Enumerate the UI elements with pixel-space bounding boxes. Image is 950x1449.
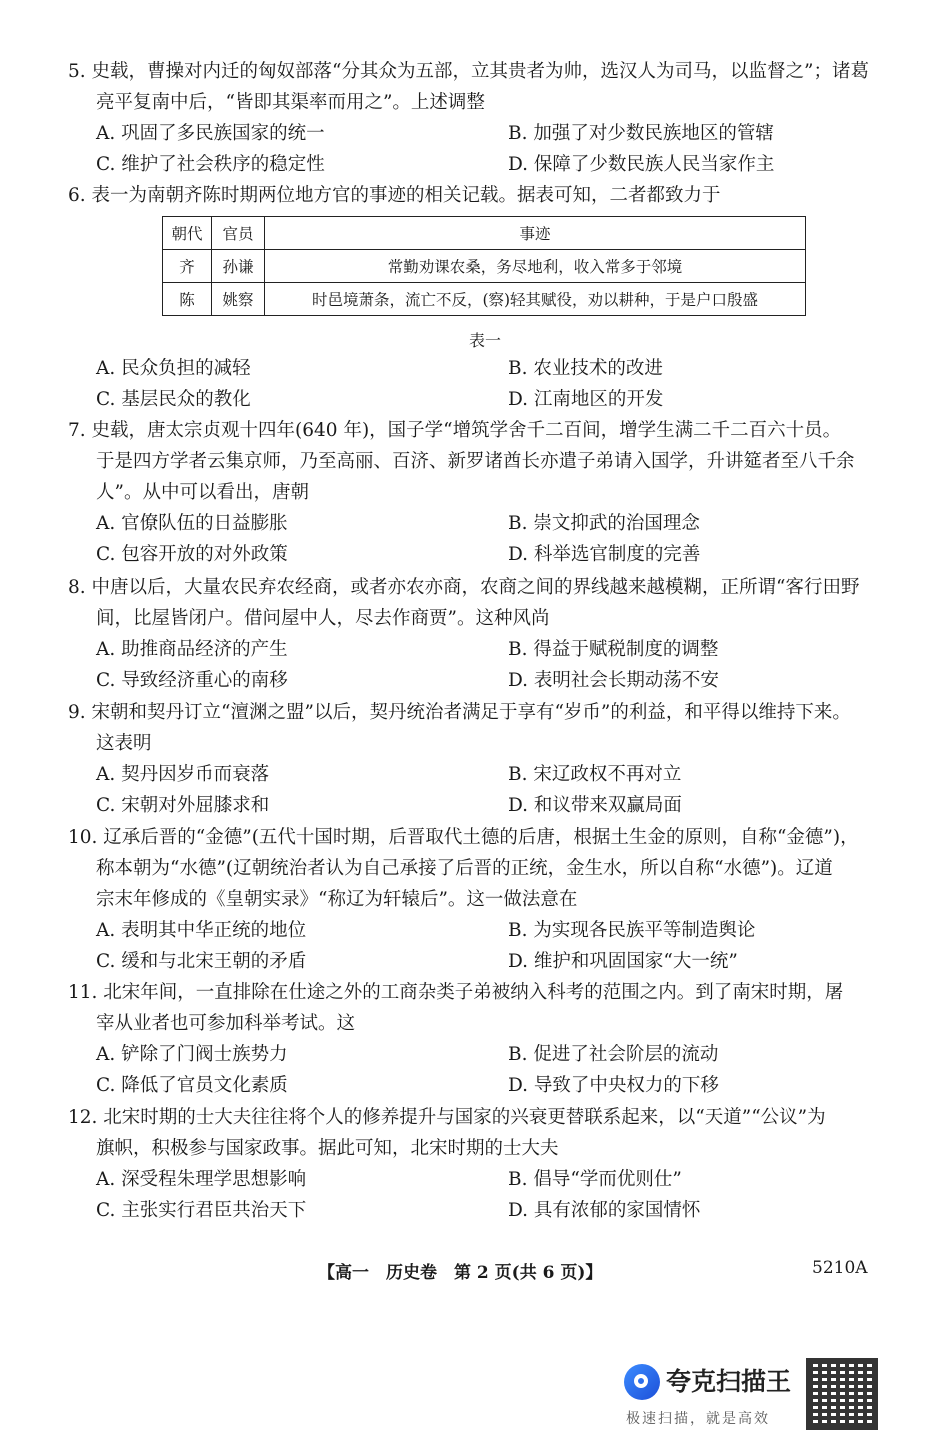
- table-cell: 常勤劝课农桑，务尽地利，收入常多于邻境: [265, 250, 806, 283]
- option-c: C. 主张实行君臣共治天下: [96, 1200, 307, 1221]
- option-c: C. 包容开放的对外政策: [96, 544, 288, 565]
- option-d: D. 导致了中央权力的下移: [508, 1075, 719, 1096]
- option-c: C. 维护了社会秩序的稳定性: [96, 154, 325, 175]
- option-a: A. 契丹因岁币而衰落: [96, 764, 270, 785]
- question-stem: 12. 北宋时期的士大夫往往将个人的修养提升与国家的兴衰更替联系起来，以“天道”“公议”为: [68, 1107, 826, 1128]
- table-header-row: [163, 217, 806, 250]
- option-b: B. 农业技术的改进: [508, 358, 663, 379]
- options: [68, 353, 888, 415]
- option-a: A. 官僚队伍的日益膨胀: [96, 513, 288, 534]
- options: [68, 1039, 888, 1101]
- table-header-cell: 朝代: [163, 217, 212, 250]
- option-b: B. 加强了对少数民族地区的管辖: [508, 123, 774, 144]
- options: [68, 508, 888, 570]
- table-cell: 孙谦: [212, 250, 265, 283]
- table-caption: 表一: [468, 331, 501, 350]
- question-5: [68, 56, 888, 180]
- question-stem: 宗末年修成的《皇朝实录》“称辽为轩辕后”。这一做法意在: [96, 889, 578, 910]
- question-stem: 11. 北宋年间，一直排除在仕途之外的工商杂类子弟被纳入科考的范围之内。到了南宋时期，屠: [68, 982, 844, 1003]
- question-stem: 9. 宋朝和契丹订立“澶渊之盟”以后，契丹统治者满足于享有“岁币”的利益，和平得以维持下来。: [68, 702, 851, 723]
- option-a: A. 助推商品经济的产生: [96, 639, 288, 660]
- question-stem: 间，比屋皆闭户。借问屋中人，尽去作商贾”。这种风尚: [96, 608, 550, 629]
- option-c: C. 基层民众的教化: [96, 389, 251, 410]
- option-c: C. 降低了官员文化素质: [96, 1075, 288, 1096]
- option-d: D. 维护和巩固国家“大一统”: [508, 951, 738, 972]
- table-row: [163, 283, 806, 316]
- table-1: [162, 216, 806, 316]
- watermark-slogan: 极速扫描，就是高效: [626, 1411, 770, 1427]
- options: [68, 1164, 888, 1226]
- question-stem: 5. 史载，曹操对内迁的匈奴部落“分其众为五部，立其贵者为帅，选汉人为司马，以监督之”；诸葛: [68, 61, 869, 82]
- option-a: A. 巩固了多民族国家的统一: [96, 123, 325, 144]
- table-cell: 陈: [163, 283, 212, 316]
- option-b: B. 得益于赋税制度的调整: [508, 639, 719, 660]
- option-d: D. 保障了少数民族人民当家作主: [508, 154, 775, 175]
- option-b: B. 宋辽政权不再对立: [508, 764, 682, 785]
- question-stem: 8. 中唐以后，大量农民弃农经商，或者亦农亦商，农商之间的界线越来越模糊，正所谓“客行田野: [68, 577, 860, 598]
- option-d: D. 和议带来双赢局面: [508, 795, 682, 816]
- question-stem: 宰从业者也可参加科举考试。这: [96, 1013, 356, 1034]
- option-b: B. 为实现各民族平等制造舆论: [508, 920, 756, 941]
- table-row: [163, 250, 806, 283]
- options: [68, 915, 888, 977]
- question-7: [68, 415, 888, 570]
- footer-page-info: 【高一 历史卷 第 2 页(共 6 页)】: [318, 1263, 603, 1283]
- qr-code-icon: [806, 1358, 878, 1430]
- question-stem: 称本朝为“水德”(辽朝统治者认为自己承接了后晋的正统，金生水，所以自称“水德”)。辽道: [96, 858, 833, 879]
- question-stem: 7. 史载，唐太宗贞观十四年(640 年)，国子学“增筑学舍千二百间，增学生满二千二百六十员。: [68, 420, 842, 441]
- table-header-cell: 事迹: [265, 217, 806, 250]
- option-b: B. 崇文抑武的治国理念: [508, 513, 700, 534]
- option-a: A. 铲除了门阀士族势力: [96, 1044, 288, 1065]
- scanner-watermark: [622, 1358, 892, 1438]
- question-stem: 人”。从中可以看出，唐朝: [96, 482, 309, 503]
- question-8: [68, 572, 888, 696]
- table-cell: 时邑境萧条，流亡不反，(察)轻其赋役，劝以耕种，于是户口殷盛: [265, 283, 806, 316]
- question-stem: 亮平复南中后，“皆即其渠率而用之”。上述调整: [96, 92, 485, 113]
- option-d: D. 表明社会长期动荡不安: [508, 670, 719, 691]
- question-11: [68, 977, 888, 1101]
- question-stem: 10. 辽承后晋的“金德”(五代十国时期，后晋取代土德的后唐，根据土生金的原则，自称“金德”)，: [68, 827, 859, 848]
- question-10: [68, 822, 888, 977]
- quark-logo-icon: [624, 1364, 660, 1400]
- question-12: [68, 1102, 888, 1226]
- question-stem: 这表明: [96, 733, 152, 754]
- question-stem: 6. 表一为南朝齐陈时期两位地方官的事迹的相关记载。据表可知，二者都致力于: [68, 185, 721, 206]
- table-cell: 齐: [163, 250, 212, 283]
- option-a: A. 深受程朱理学思想影响: [96, 1169, 307, 1190]
- option-b: B. 促进了社会阶层的流动: [508, 1044, 719, 1065]
- option-a: A. 表明其中华正统的地位: [96, 920, 307, 941]
- option-d: D. 科举选官制度的完善: [508, 544, 701, 565]
- question-stem: 于是四方学者云集京师，乃至高丽、百济、新罗诸酋长亦遣子弟请入国学，升讲筵者至八千余: [96, 451, 855, 472]
- option-b: B. 倡导“学而优则仕”: [508, 1169, 682, 1190]
- options: [68, 634, 888, 696]
- watermark-brand: 夸克扫描王: [666, 1367, 792, 1396]
- table-header-cell: 官员: [212, 217, 265, 250]
- option-c: C. 宋朝对外屈膝求和: [96, 795, 270, 816]
- option-c: C. 缓和与北宋王朝的矛盾: [96, 951, 307, 972]
- option-d: D. 具有浓郁的家国情怀: [508, 1200, 701, 1221]
- table-cell: 姚察: [212, 283, 265, 316]
- footer-exam-code: 5210A: [812, 1258, 868, 1278]
- options: [68, 759, 888, 821]
- question-stem: 旗帜，积极参与国家政事。据此可知，北宋时期的士大夫: [96, 1138, 559, 1159]
- option-d: D. 江南地区的开发: [508, 389, 664, 410]
- option-c: C. 导致经济重心的南移: [96, 670, 288, 691]
- options: [68, 118, 888, 180]
- option-a: A. 民众负担的减轻: [96, 358, 251, 379]
- question-6-options: [68, 353, 888, 415]
- question-6: [68, 180, 888, 211]
- question-9: [68, 697, 888, 821]
